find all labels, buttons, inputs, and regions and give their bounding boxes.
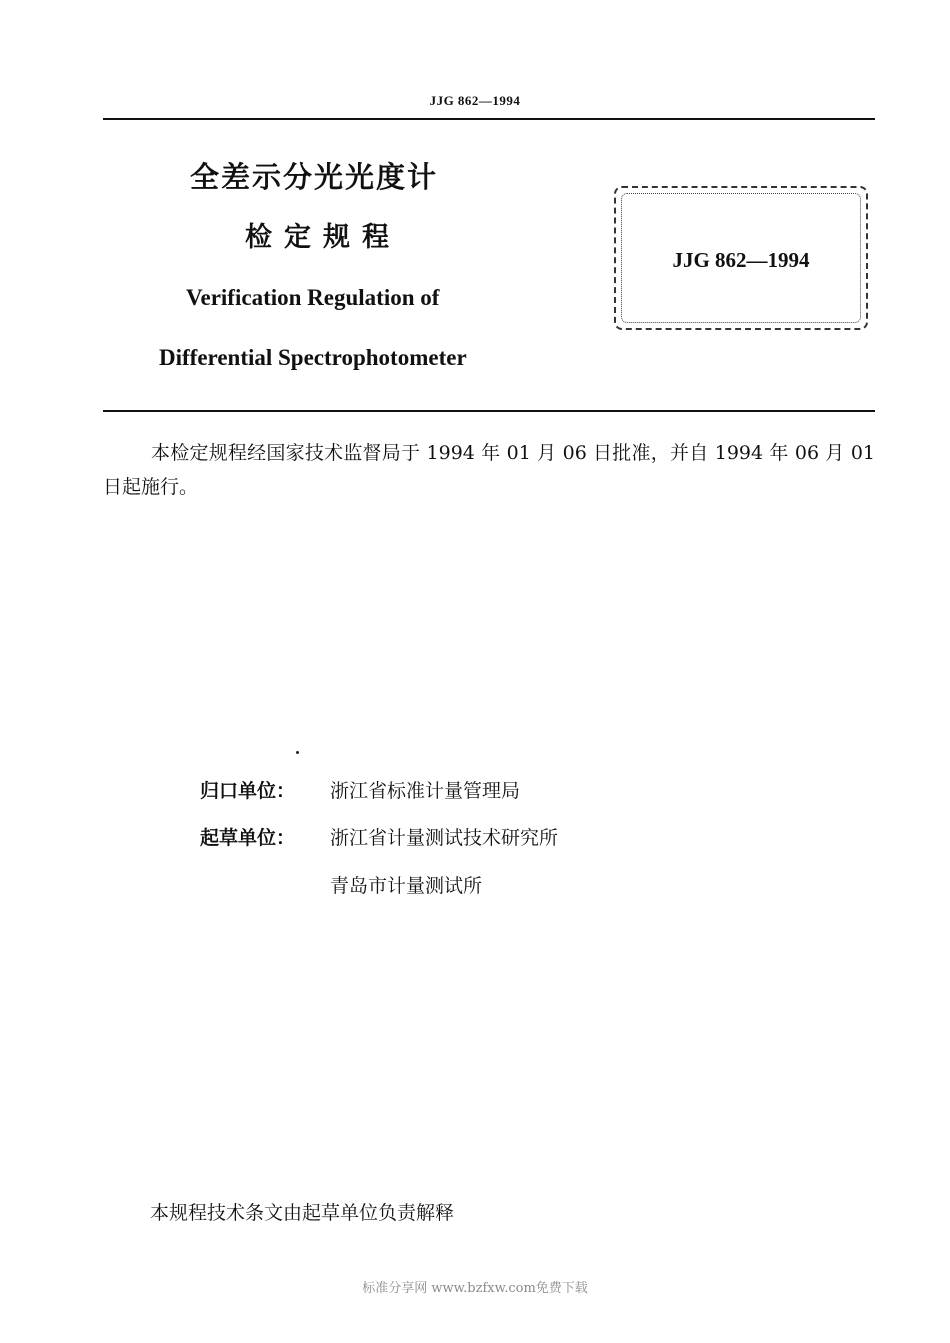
- title-chinese: 全差示分光光度计: [190, 160, 439, 194]
- interpretation-note: 本规程技术条文由起草单位负责解释: [150, 1202, 455, 1224]
- header-standard-code: JJG 862—1994: [429, 93, 521, 108]
- drafting-unit-value-2: 青岛市计量测试所: [330, 875, 483, 897]
- approval-statement: 本检定规程经国家技术监督局于 1994 年 01 月 06 日批准，并自 1994 年 06 月 01 日起施行。: [103, 442, 875, 498]
- stamp-code: JJG 862—1994: [672, 248, 810, 272]
- drafting-unit-label: 起草单位：: [200, 827, 296, 849]
- title-rule: [103, 410, 875, 412]
- responsible-unit-label: 归口单位：: [200, 780, 296, 802]
- watermark: 标准分享网 www.bzfxw.com免费下载: [362, 1281, 588, 1296]
- standard-code-stamp: [614, 186, 868, 330]
- responsible-unit-value: 浙江省标准计量管理局: [330, 780, 521, 802]
- title-english-line2: Differential Spectrophotometer: [159, 345, 467, 370]
- drafting-unit-value-1: 浙江省计量测试技术研究所: [330, 827, 559, 849]
- scan-speck: [296, 751, 299, 754]
- title-english-line1: Verification Regulation of: [186, 285, 440, 310]
- header-rule: [103, 118, 875, 120]
- subtitle-chinese: 检定规程: [245, 222, 401, 253]
